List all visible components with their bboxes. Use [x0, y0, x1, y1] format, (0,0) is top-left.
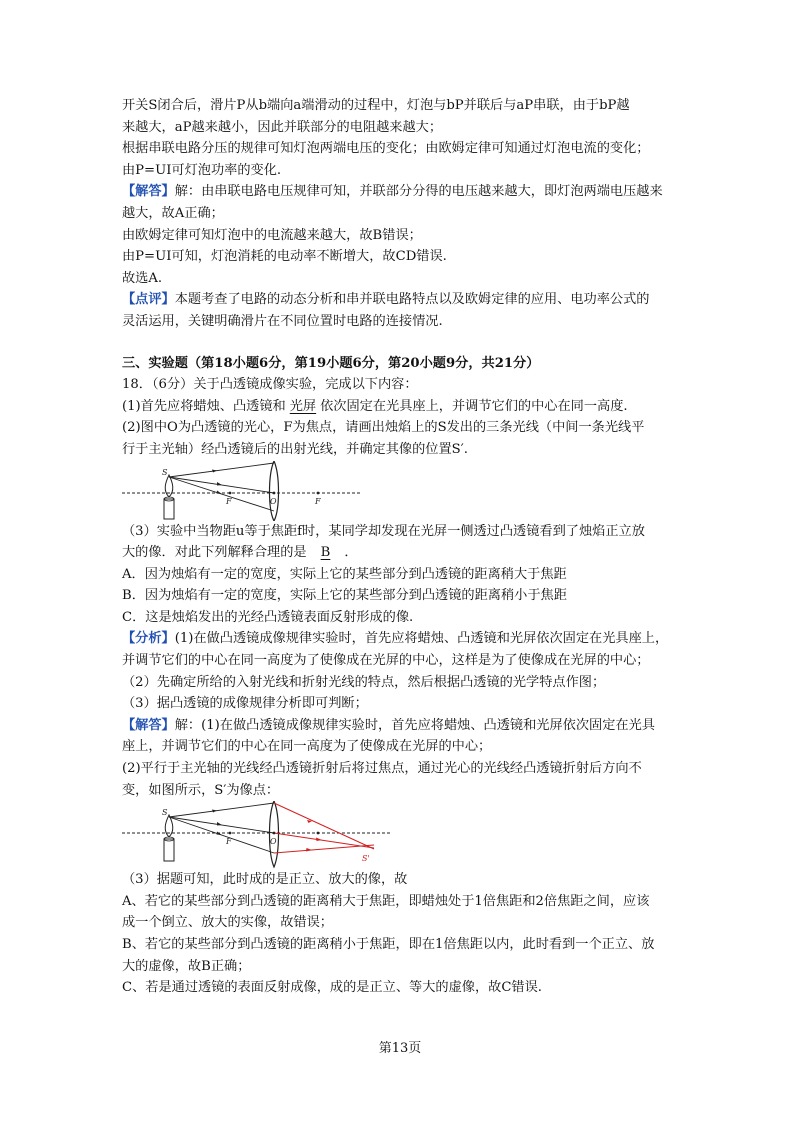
incident-ray-lower	[169, 817, 274, 853]
candle-body	[164, 499, 174, 519]
text-line: 并调节它们的中心在同一高度为了使像成在光屏的中心，这样是为了使像成在光屏的中心；	[122, 653, 650, 669]
text-line: 故选A.	[122, 270, 163, 286]
page-number: 第13页	[378, 1041, 422, 1056]
text-line: B、若它的某些部分到凸透镜的距离稍小于焦距，即在1倍焦距以内，此时看到一个正立、放	[122, 937, 655, 952]
page-content	[122, 95, 692, 999]
lens-diagram-answer-svg	[122, 801, 392, 869]
convex-lens	[270, 461, 279, 521]
text-line: （3）据凸透镜的成像规律分析即可判断；	[122, 696, 368, 712]
refracted-ray-1	[274, 803, 374, 849]
option-a: A．因为烛焰有一定的宽度，实际上它的某些部分到凸透镜的距离稍大于焦距	[122, 566, 567, 582]
text-line: C、若是通过透镜的表面反射成像，成的是正立、等大的虚像，故C错误.	[122, 980, 542, 996]
lens-diagram-question	[122, 461, 692, 521]
answer-line: 【解答】解：(1)在做凸透镜成像规律实验时，首先应将蜡烛、凸透镜和光屏依次固定在光具	[122, 717, 655, 733]
analysis-line: 【分析】(1)在做凸透镜成像规律实验时，首先应将蜡烛、凸透镜和光屏依次固定在光具座上，	[122, 631, 669, 647]
answer-line: 【解答】解：由串联电路电压规律可知，并联部分分得的电压越来越大，即灯泡两端电压越来	[122, 184, 663, 200]
text-line: 行于主光轴）经凸透镜后的出射光线，并确定其像的位置S′.	[122, 441, 468, 457]
label-image-point: S'	[362, 854, 370, 864]
lens-diagram-svg	[122, 461, 362, 521]
text-line: （2）先确定所给的入射光线和折射光线的特点，然后根据凸透镜的光学特点作图；	[122, 674, 606, 690]
text-line: 由P=UI可知，灯泡消耗的电动率不断增大，故CD错误.	[122, 249, 447, 265]
text-line: （3）据题可知，此时成的是正立、放大的像，故	[122, 872, 408, 888]
label-o: O	[270, 837, 277, 847]
text-line: 灵活运用，关键明确滑片在不同位置时电路的连接情况.	[122, 313, 443, 329]
text-line: 越大，故A正确；	[122, 205, 224, 221]
analysis-tag: 【分析】	[122, 631, 175, 647]
refracted-ray-3	[274, 845, 374, 853]
answer-blank: 光屏	[289, 398, 317, 414]
comment-tag: 【点评】	[122, 292, 175, 308]
incident-ray-parallel	[169, 463, 274, 477]
answer-blank: B	[320, 545, 331, 561]
label-o: O	[270, 496, 277, 506]
text-line: 由P=UI可灯泡功率的变化.	[122, 162, 282, 178]
text-line: （3）实验中当物距u等于焦距f时，某同学却发现在光屏一侧透过凸透镜看到了烛焰正立放	[122, 523, 645, 539]
text-line: A、若它的某些部分到凸透镜的距离稍大于焦距，即蜡烛处于1倍焦距和2倍焦距之间，应该	[122, 893, 650, 909]
label-f-left: F	[226, 496, 232, 506]
lens-diagram-answer	[122, 801, 692, 869]
text-line: 由欧姆定律可知灯泡中的电流越来越大，故B错误；	[122, 227, 422, 243]
label-s: S	[162, 467, 168, 477]
label-f-right: F	[315, 496, 321, 506]
label-f: F	[226, 837, 232, 847]
text-line: 变，如图所示，S′为像点：	[122, 782, 280, 798]
text-line: 开关S闭合后，滑片P从b端向a端滑动的过程中，灯泡与bP并联后与aP串联，由于bP越	[122, 98, 630, 113]
text-line: 大的虚像，故B正确；	[122, 958, 251, 974]
candle-body	[164, 839, 174, 861]
text-line: 座上，并调节它们的中心在同一高度为了使像成在光屏的中心；	[122, 739, 492, 755]
text-line: 成一个倒立、放大的实像，故错误；	[122, 915, 333, 931]
section-heading: 三、实验题（第18小题6分，第19小题6分，第20小题9分，共21分）	[122, 355, 540, 371]
text-line: (2)图中O为凸透镜的光心，F为焦点，请画出烛焰上的S发出的三条光线（中间一条光线平	[122, 420, 645, 436]
label-s: S	[162, 808, 168, 818]
question-intro: 18．（6分）关于凸透镜成像实验，完成以下内容：	[122, 377, 418, 393]
question-part-1: (1)首先应将蜡烛、凸透镜和 光屏 依次固定在光具座上，并调节它们的中心在同一高度.	[122, 396, 692, 418]
incident-ray-parallel	[169, 803, 274, 817]
option-c: C．这是烛焰发出的光经凸透镜表面反射形成的像.	[122, 609, 414, 625]
text-line: 来越大，aP越来越小，因此并联部分的电阻越来越大；	[122, 119, 443, 135]
option-b: B．因为烛焰有一定的宽度，实际上它的某些部分到凸透镜的距离稍小于焦距	[122, 588, 567, 604]
text-line: 根据串联电路分压的规律可知灯泡两端电压的变化；由欧姆定律可知通过灯泡电流的变化；	[122, 141, 650, 157]
answer-tag: 【解答】	[122, 184, 175, 200]
text-line: (2)平行于主光轴的光线经凸透镜折射后将过焦点，通过光心的光线经凸透镜折射后方向不	[122, 761, 642, 777]
answer-tag: 【解答】	[122, 717, 175, 733]
incident-ray-lower	[169, 477, 274, 511]
comment-line: 【点评】本题考查了电路的动态分析和串并联电路特点以及欧姆定律的应用、电功率公式的	[122, 292, 650, 308]
question-part-3-last: 大的像．对此下列解释合理的是 B ．	[122, 542, 692, 564]
